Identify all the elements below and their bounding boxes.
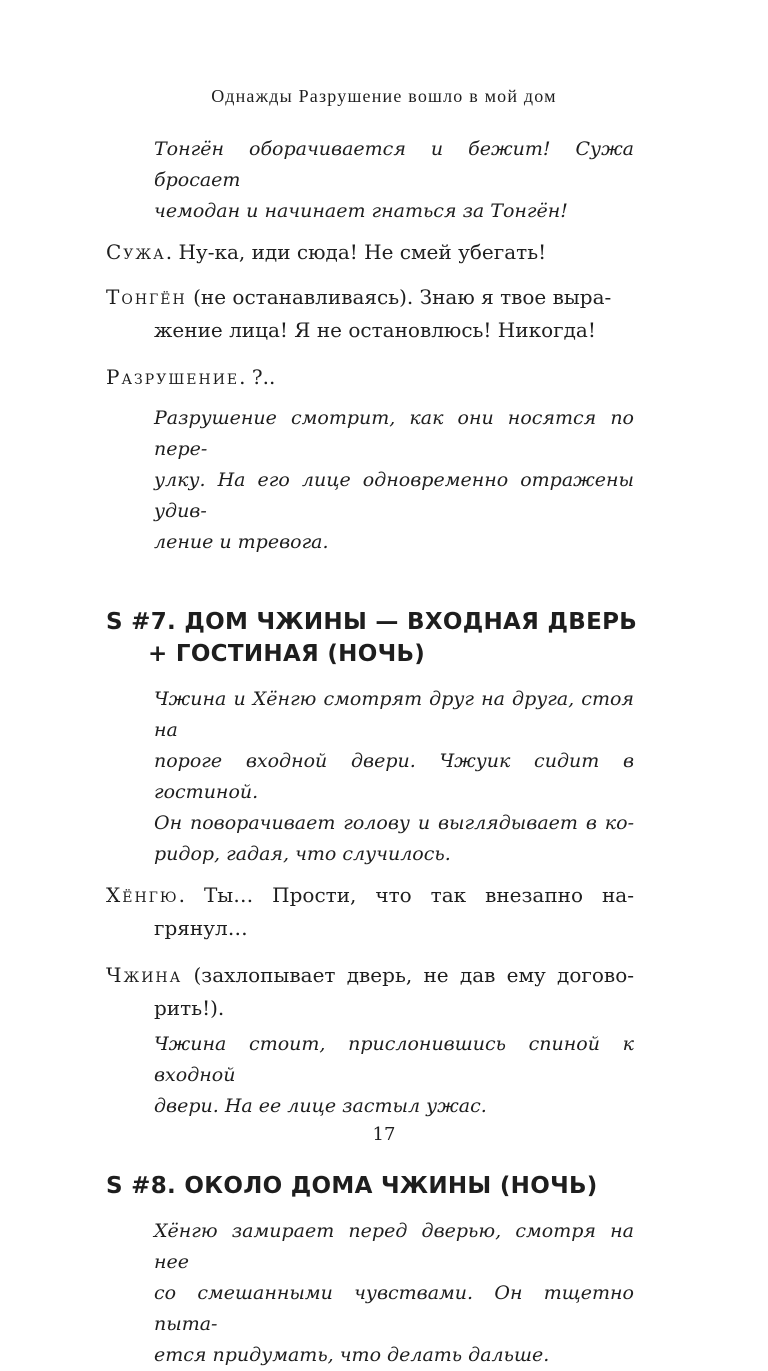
dialogue-line — [106, 236, 634, 269]
dialogue-line — [106, 281, 634, 347]
speaker-name: Тонгён — [106, 285, 187, 309]
dialogue-text: (не останавливаясь). Знаю я твое выра- — [186, 285, 612, 309]
text-line: улку. На его лице одновременно отражены удив- — [154, 469, 634, 522]
text-line: Чжина и Хёнгю смотрят друг на друга, стоя на — [154, 688, 634, 741]
stage-direction — [154, 684, 634, 870]
dialogue-text: (захлопывает дверь, не дав ему догово- — [182, 963, 634, 987]
stage-direction — [154, 134, 634, 227]
text-line: ридор, гадая, что случилось. — [154, 843, 451, 865]
dialogue-text: . Ну-ка, иди сюда! Не смей убегать! — [165, 240, 547, 264]
speaker-name: Чжина — [106, 963, 183, 987]
running-head: Однажды Разрушение вошло в мой дом — [211, 86, 557, 106]
text-line: Тонгён оборачивается и бежит! Сужа бросает — [154, 138, 634, 191]
scene-heading-line: + ГОСТИНАЯ (НОЧЬ) — [148, 641, 426, 667]
text-line: Он поворачивает голову и выглядывает в ко- — [154, 812, 634, 834]
text-line: двери. На ее лице застыл ужас. — [154, 1095, 487, 1117]
speaker-name: Хёнгю — [106, 883, 179, 907]
dialogue-line — [106, 361, 634, 394]
stage-direction — [154, 1029, 634, 1122]
stage-direction — [154, 1216, 634, 1371]
dialogue-text: грянул… — [154, 916, 248, 940]
dialogue-text: . Ты… Прости, что так внезапно на- — [178, 883, 634, 907]
stage-direction — [154, 403, 634, 558]
dialogue-text: рить!). — [154, 996, 225, 1020]
scene-heading — [106, 606, 638, 670]
text-line: ется придумать, что делать дальше. — [154, 1344, 550, 1366]
speaker-name: Сужа — [106, 240, 166, 264]
scene-heading-line: S #8. ОКОЛО ДОМА ЧЖИНЫ (НОЧЬ) — [106, 1173, 598, 1199]
dialogue-line — [106, 959, 634, 1025]
speaker-name: Разрушение — [106, 365, 240, 389]
dialogue-text: жение лица! Я не остановлюсь! Никогда! — [154, 318, 596, 342]
page-number: 17 — [372, 1124, 396, 1145]
text-line: ление и тревога. — [154, 531, 329, 553]
scene-heading — [106, 1170, 634, 1202]
text-line: Чжина стоит, прислонившись спиной к входной — [154, 1033, 634, 1086]
text-line: Хёнгю замирает перед дверью, смотря на нее — [154, 1220, 634, 1273]
text-line: чемодан и начинает гнаться за Тонгён! — [154, 200, 568, 222]
text-line: Разрушение смотрит, как они носятся по пере- — [154, 407, 634, 460]
text-line: со смешанными чувствами. Он тщетно пыта- — [154, 1282, 634, 1335]
dialogue-line — [106, 879, 634, 945]
scene-heading-line: S #7. ДОМ ЧЖИНЫ — ВХОДНАЯ ДВЕРЬ — [106, 609, 638, 635]
dialogue-text: . ?.. — [239, 365, 276, 389]
text-line: пороге входной двери. Чжуик сидит в гостиной. — [154, 750, 634, 803]
page-body — [106, 134, 638, 1371]
